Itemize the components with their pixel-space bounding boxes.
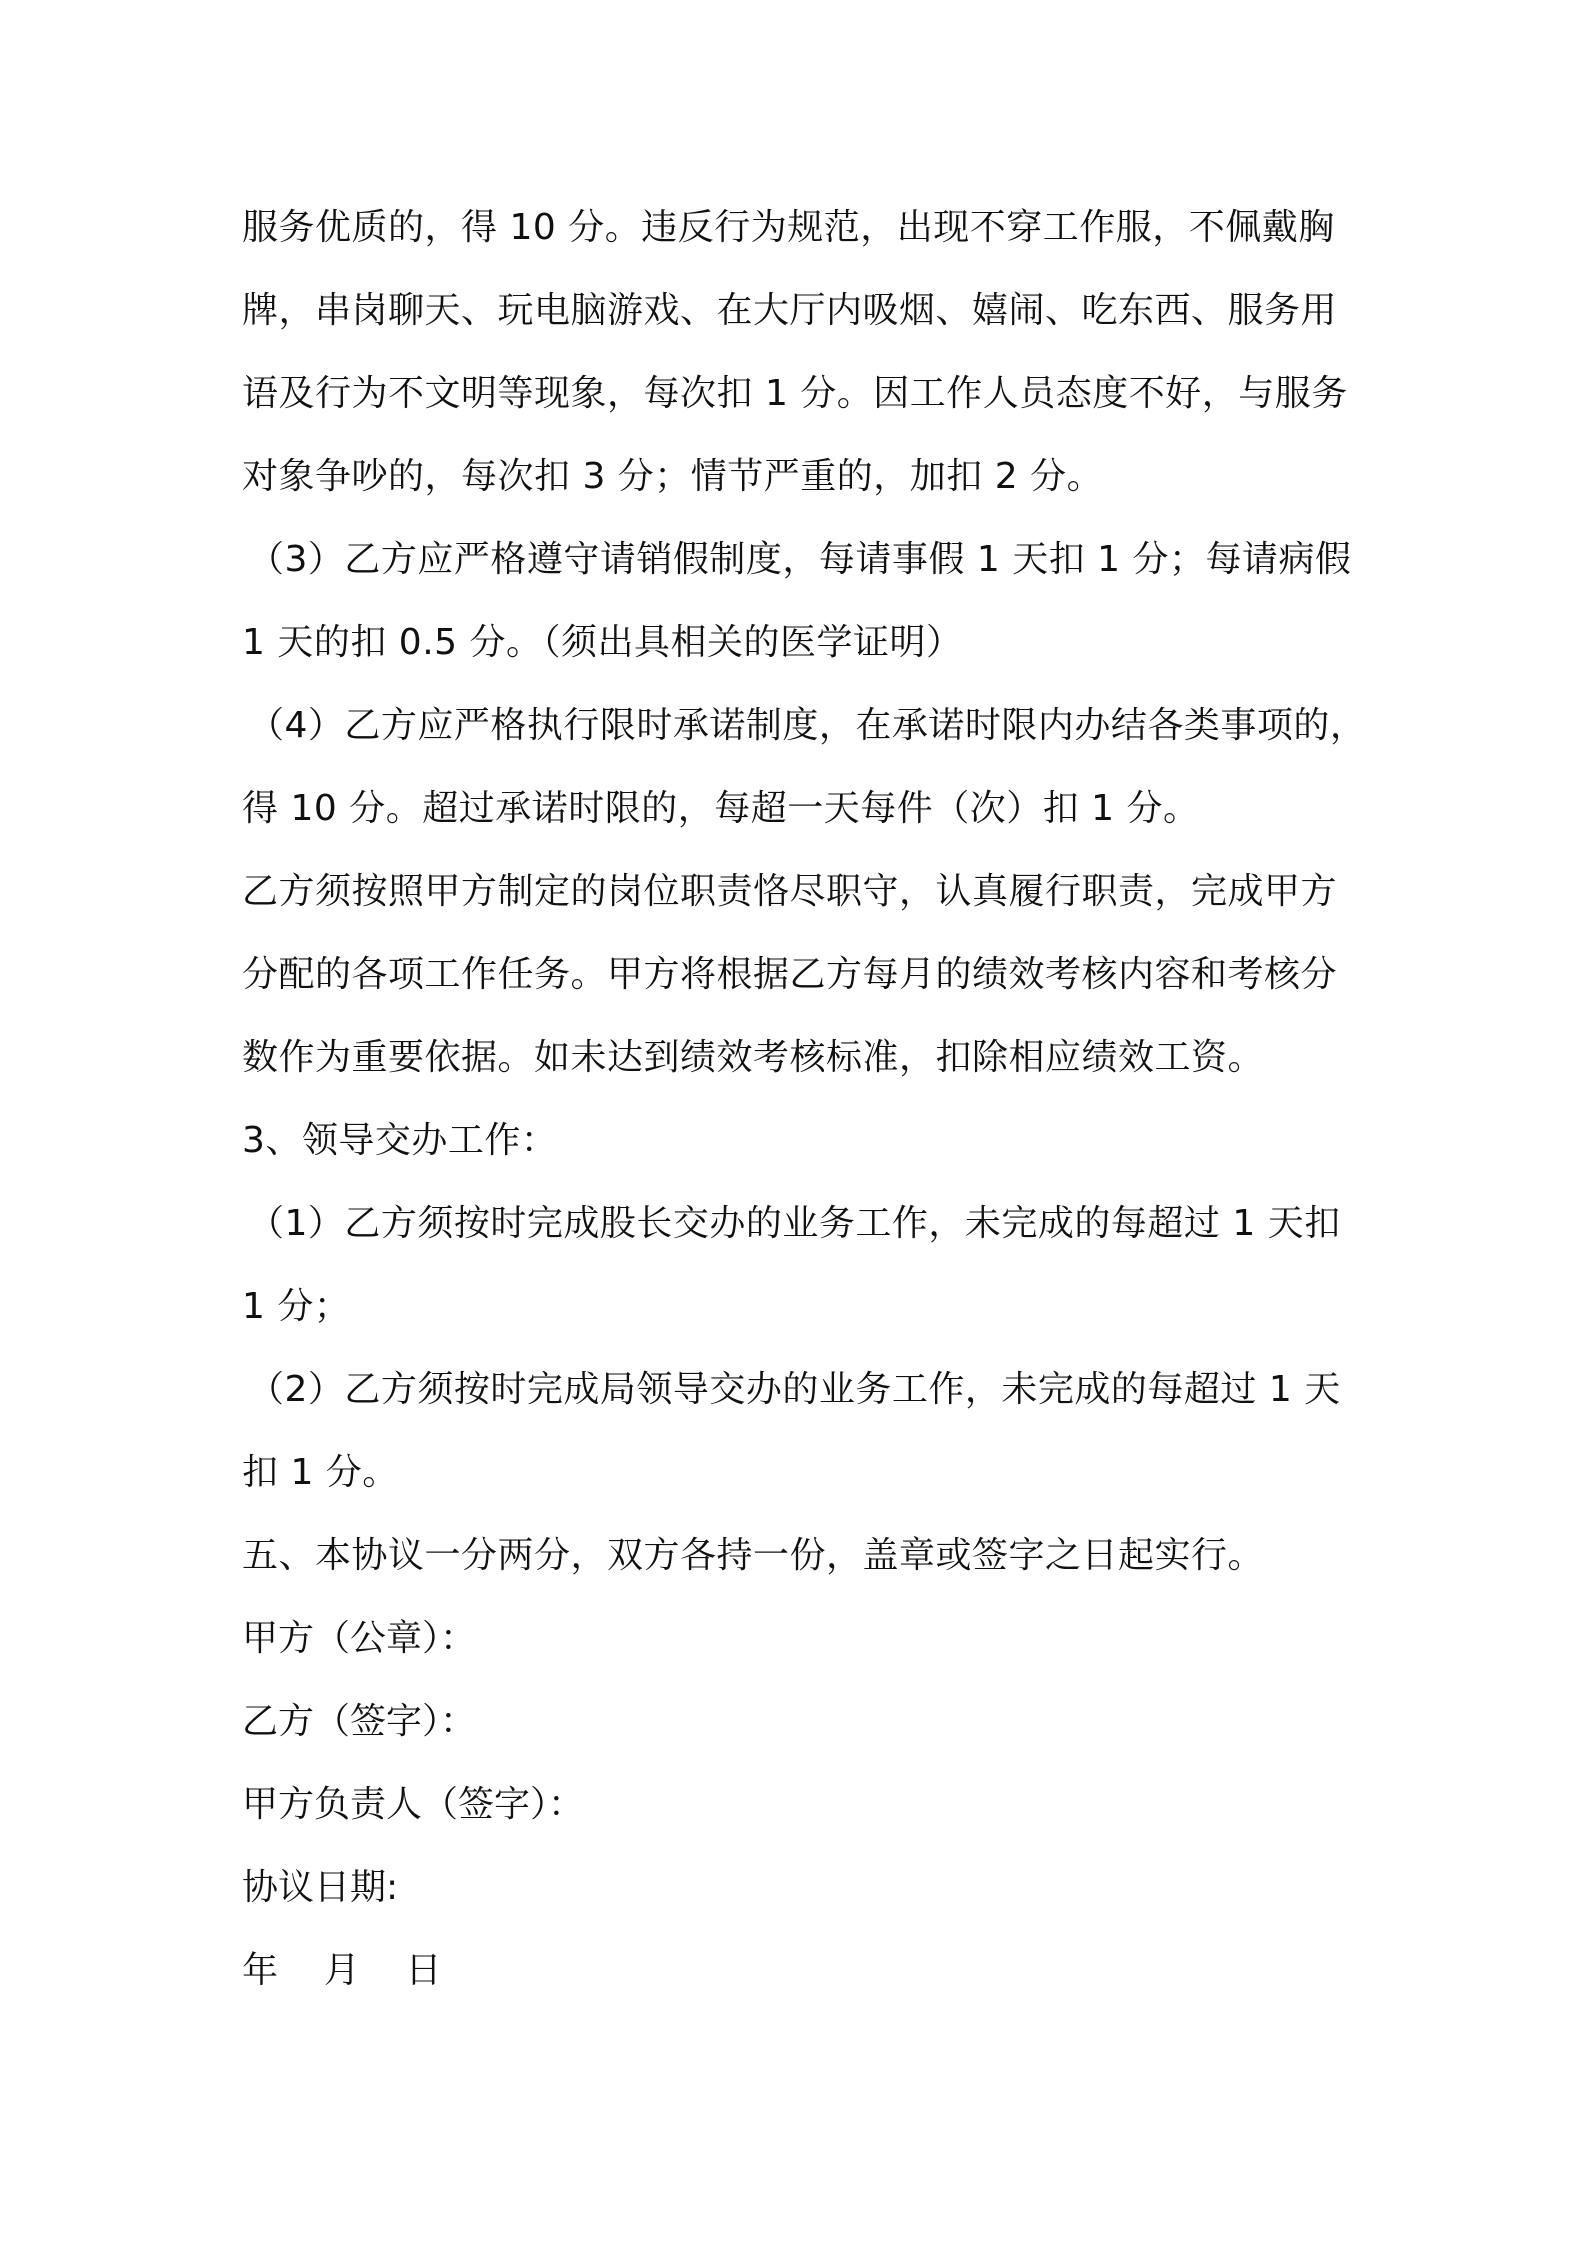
paragraph-line: 1 分； <box>242 1286 351 1327</box>
agreement-date-label: 协议日期: <box>242 1867 399 1908</box>
paragraph-line: 扣 1 分。 <box>242 1452 399 1493</box>
paragraph-line: 1 天的扣 0.5 分。（须出具相关的医学证明） <box>242 622 963 663</box>
paragraph-line: 数作为重要依据。如未达到绩效考核标准，扣除相应绩效工资。 <box>242 1037 1265 1078</box>
document-body <box>242 186 1382 2012</box>
party-a-seal-label: 甲方（公章）： <box>242 1618 477 1659</box>
paragraph-line: 语及行为不文明等现象，每次扣 1 分。因工作人员态度不好，与服务 <box>242 373 1348 414</box>
clause-2-line: （2）乙方须按时完成局领导交办的业务工作，未完成的每超过 1 天 <box>248 1369 1341 1410</box>
paragraph-line: 服务优质的，得 10 分。违反行为规范，出现不穿工作服，不佩戴胸 <box>242 207 1335 248</box>
paragraph-line: 对象争吵的，每次扣 3 分；情节严重的，加扣 2 分。 <box>242 456 1104 497</box>
section-heading: 3、领导交办工作： <box>242 1120 558 1161</box>
clause-4-line: （4）乙方应严格执行限时承诺制度，在承诺时限内办结各类事项的， <box>248 705 1367 746</box>
section-five-line: 五、本协议一分两分，双方各持一份，盖章或签字之日起实行。 <box>242 1535 1265 1576</box>
clause-1-line: （1）乙方须按时完成股长交办的业务工作，未完成的每超过 1 天扣 <box>248 1203 1341 1244</box>
paragraph-line: 得 10 分。超过承诺时限的，每超一天每件（次）扣 1 分。 <box>242 788 1200 829</box>
party-a-head-signature-label: 甲方负责人（签字）： <box>242 1784 585 1825</box>
paragraph-line: 乙方须按照甲方制定的岗位职责恪尽职守，认真履行职责，完成甲方 <box>242 871 1338 912</box>
paragraph-line: 分配的各项工作任务。甲方将根据乙方每月的绩效考核内容和考核分 <box>242 954 1338 995</box>
date-blank: 年 月 日 <box>242 1950 442 1991</box>
party-b-signature-label: 乙方（签字）： <box>242 1701 477 1742</box>
paragraph-line: 牌，串岗聊天、玩电脑游戏、在大厅内吸烟、嬉闹、吃东西、服务用 <box>242 290 1338 331</box>
clause-3-line: （3）乙方应严格遵守请销假制度，每请事假 1 天扣 1 分；每请病假 <box>248 539 1352 580</box>
